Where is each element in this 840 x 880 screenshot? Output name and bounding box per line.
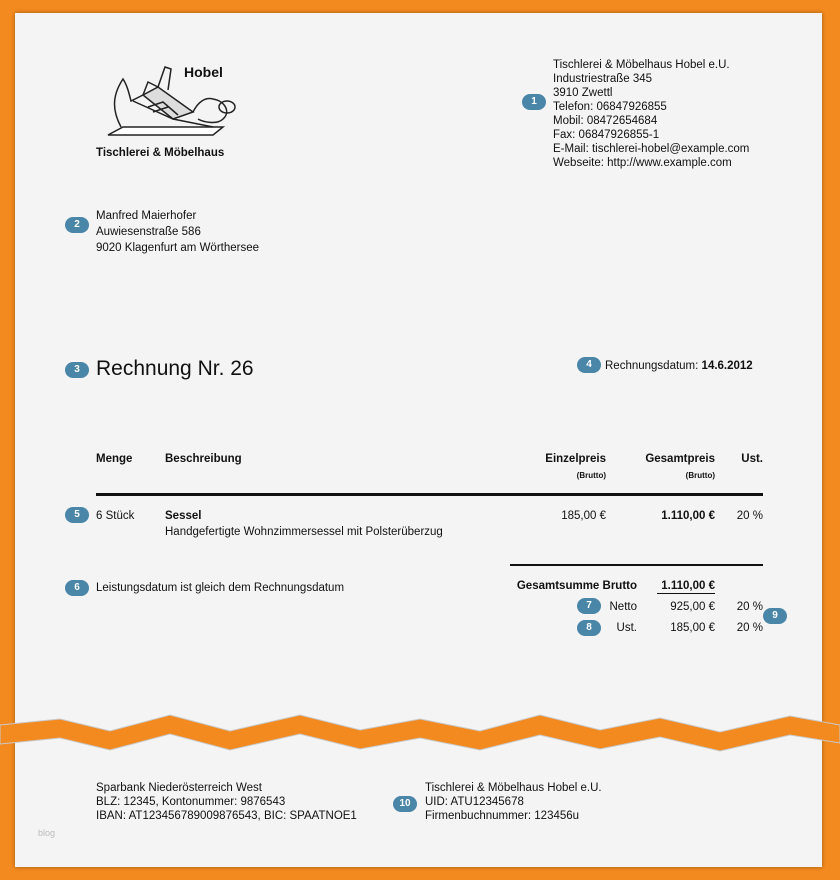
footer-company-name: Tischlerei & Möbelhaus Hobel e.U. bbox=[425, 782, 602, 794]
sender-phone: Telefon: 06847926855 bbox=[553, 101, 667, 113]
gross-label: Gesamtsumme Brutto bbox=[516, 580, 637, 592]
tax-vat: 20 % bbox=[736, 622, 763, 634]
footer-company bbox=[425, 781, 602, 823]
gross-underline bbox=[657, 593, 715, 594]
row-unit: 185,00 € bbox=[561, 510, 606, 522]
badge-4: 4 bbox=[577, 357, 601, 373]
sender-website: Webseite: http://www.example.com bbox=[553, 157, 732, 169]
header-vat: Ust. bbox=[741, 453, 763, 465]
recipient-city: 9020 Klagenfurt am Wörthersee bbox=[96, 242, 260, 254]
watermark: blog bbox=[38, 828, 56, 838]
service-date-note: Leistungsdatum ist gleich dem Rechnungsdatum bbox=[96, 582, 345, 594]
badge-9: 9 bbox=[763, 608, 787, 624]
sender-city: 3910 Zwettl bbox=[553, 87, 613, 99]
header-total: Gesamtpreis bbox=[645, 453, 715, 465]
tax-value: 185,00 € bbox=[670, 622, 715, 634]
row-total: 1.110,00 € bbox=[661, 510, 715, 522]
sender-street: Industriestraße 345 bbox=[553, 73, 653, 85]
header-desc: Beschreibung bbox=[165, 453, 242, 465]
row-desc: Handgefertigte Wohnzimmersessel mit Polsterüberzug bbox=[165, 526, 443, 538]
logo-tagline: Tischlerei & Möbelhaus bbox=[96, 147, 225, 159]
row-vat: 20 % bbox=[736, 510, 763, 522]
sender-company: Tischlerei & Möbelhaus Hobel e.U. bbox=[553, 59, 730, 71]
badge-1: 1 bbox=[522, 94, 546, 110]
gross-value: 1.110,00 € bbox=[661, 580, 715, 592]
bank-account: BLZ: 12345, Kontonummer: 9876543 bbox=[96, 796, 286, 808]
badge-7: 7 bbox=[577, 598, 601, 614]
bank-iban: IBAN: AT123456789009876543, BIC: SPAATNOE1 bbox=[96, 810, 357, 822]
net-value: 925,00 € bbox=[670, 601, 715, 613]
recipient-name: Manfred Maierhofer bbox=[96, 210, 197, 222]
row-title: Sessel bbox=[165, 510, 202, 522]
net-vat: 20 % bbox=[736, 601, 763, 613]
torn-edge-divider bbox=[0, 705, 840, 765]
header-total-sub: (Brutto) bbox=[685, 471, 715, 480]
badge-3: 3 bbox=[65, 362, 89, 378]
invoice-title: Rechnung Nr. 26 bbox=[96, 357, 254, 380]
header-qty: Menge bbox=[96, 453, 133, 465]
invoice-date-label: Rechnungsdatum: bbox=[605, 360, 699, 372]
badge-2: 2 bbox=[65, 217, 89, 233]
badge-10: 10 bbox=[393, 796, 417, 812]
footer-uid: UID: ATU12345678 bbox=[425, 796, 524, 808]
header-unit: Einzelpreis bbox=[545, 453, 606, 465]
net-label: Netto bbox=[609, 601, 637, 613]
badge-5: 5 bbox=[65, 507, 89, 523]
invoice-date bbox=[605, 359, 753, 373]
sender-address bbox=[553, 58, 749, 170]
footer-bank bbox=[96, 781, 357, 823]
sender-mobile: Mobil: 08472654684 bbox=[553, 115, 658, 127]
row-qty: 6 Stück bbox=[96, 510, 135, 522]
header-unit-sub: (Brutto) bbox=[576, 471, 606, 480]
recipient-street: Auwiesenstraße 586 bbox=[96, 226, 201, 238]
tax-label: Ust. bbox=[616, 622, 637, 634]
footer-register: Firmenbuchnummer: 123456u bbox=[425, 810, 580, 822]
badge-6: 6 bbox=[65, 580, 89, 596]
logo-name: Hobel bbox=[184, 64, 223, 80]
bank-name: Sparbank Niederösterreich West bbox=[96, 782, 262, 794]
sender-email: E-Mail: tischlerei-hobel@example.com bbox=[553, 143, 750, 155]
header-rule bbox=[96, 493, 763, 496]
badge-8: 8 bbox=[577, 620, 601, 636]
recipient-address bbox=[96, 208, 259, 256]
invoice-date-value: 14.6.2012 bbox=[701, 360, 753, 372]
sender-fax: Fax: 06847926855-1 bbox=[553, 129, 660, 141]
summary-rule bbox=[510, 564, 763, 566]
